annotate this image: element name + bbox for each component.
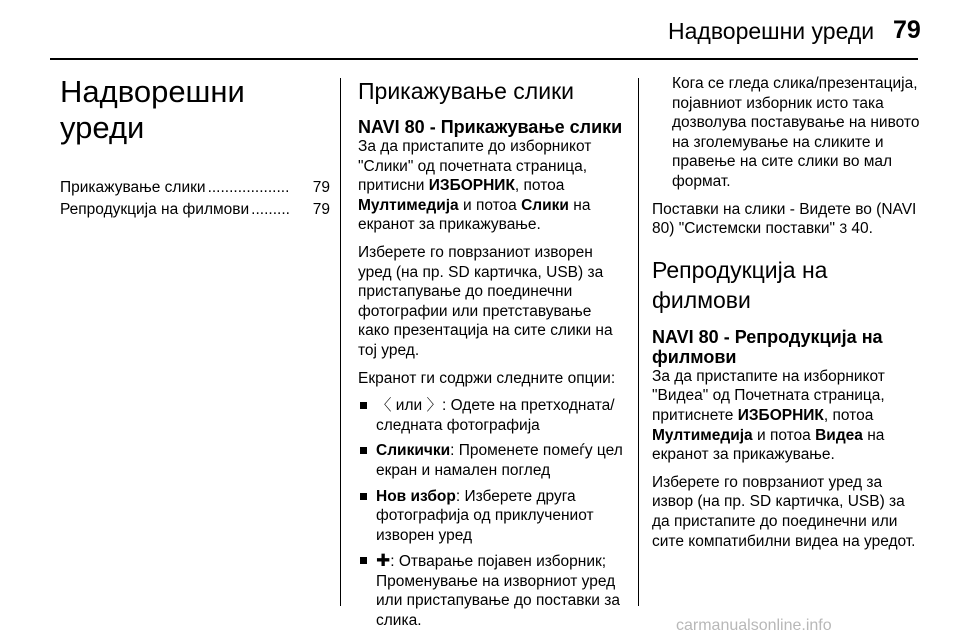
- paragraph: Екранот ги содржи следните опции:: [358, 369, 616, 387]
- header-title: Надворешни уреди: [668, 18, 875, 44]
- list-item: Сликички: Променете помеѓу цел екран и намален поглед: [358, 441, 626, 480]
- toc-item[interactable]: [60, 200, 330, 220]
- bullet-icon: [360, 493, 367, 500]
- subsection-title-movies: NAVI 80 - Репродукција на филмови: [652, 326, 883, 367]
- page-number: 79: [893, 16, 921, 44]
- toc-label: Прикажување слики: [60, 179, 206, 196]
- section-title-movies: Репродукција на филмови: [652, 256, 828, 313]
- toc-item[interactable]: [60, 178, 330, 198]
- header-rule: [50, 58, 918, 60]
- column-divider-1: [340, 78, 341, 606]
- toc-dots: .........: [251, 200, 290, 218]
- options-list: [358, 396, 626, 631]
- plus-icon: ✚: [376, 551, 391, 571]
- paragraph: Поставки на слики - Видете во (NAVI 80) "Системски поставки" 3 40.: [652, 200, 917, 238]
- toc-dots: ...................: [207, 179, 290, 196]
- section-title-pictures: Прикажување слики: [358, 78, 574, 104]
- paragraph: За да пристапите на изборникот "Видеа" од Почетната страница, притиснете ИЗБОРНИК, потоа Мултимедија и потоа Видеа на екранот за прикажување.: [652, 367, 885, 464]
- bullet-icon: [360, 557, 367, 564]
- page-header: [0, 0, 960, 58]
- column-left: [60, 74, 330, 219]
- chapter-title: Надворешни уреди: [60, 74, 245, 145]
- list-item: Нов избор: Изберете друга фотографија од приклучениот изворен уред: [358, 487, 626, 546]
- toc-page: 79: [312, 179, 330, 196]
- column-middle: [358, 74, 626, 637]
- subsection-title-pictures: NAVI 80 - Прикажување слики: [358, 117, 623, 137]
- toc-label: Репродукција на филмови: [60, 200, 250, 218]
- bullet-icon: [360, 447, 367, 454]
- watermark: carmanualsonline.info: [676, 617, 832, 634]
- column-right: [652, 74, 924, 559]
- paragraph: Изберете го поврзаниот уред за извор (на пр. SD картичка, USB) за да пристапите до поединечни или сите компатибилни видеа на уредот.: [652, 473, 916, 550]
- column-divider-2: [638, 78, 639, 606]
- paragraph-indented: Кога се гледа слика/презентација, појавниот изборник исто така дозволува поставување на нивото на зголемување на сликите и правење на сите слики во мал формат.: [672, 75, 920, 190]
- arrow-ref-icon: 3: [839, 220, 848, 237]
- toc-page: 79: [312, 200, 330, 218]
- list-item: 〈 или 〉: Одете на претходната/следната фотографија: [358, 396, 626, 435]
- paragraph: Изберете го поврзаниот изворен уред (на пр. SD картичка, USB) за пристапување до поединечни фотографии или претставување како презентација на сите слики на тој уред.: [358, 243, 613, 359]
- list-item: ✚: Отварање појавен изборник; Променување на изворниот уред или пристапување до поставки за слика.: [358, 551, 626, 630]
- bullet-icon: [360, 402, 367, 409]
- paragraph: За да пристапите до изборникот "Слики" од почетната страница, притисни ИЗБОРНИК, потоа Мултимедија и потоа Слики на екранот за прикажување.: [358, 138, 592, 234]
